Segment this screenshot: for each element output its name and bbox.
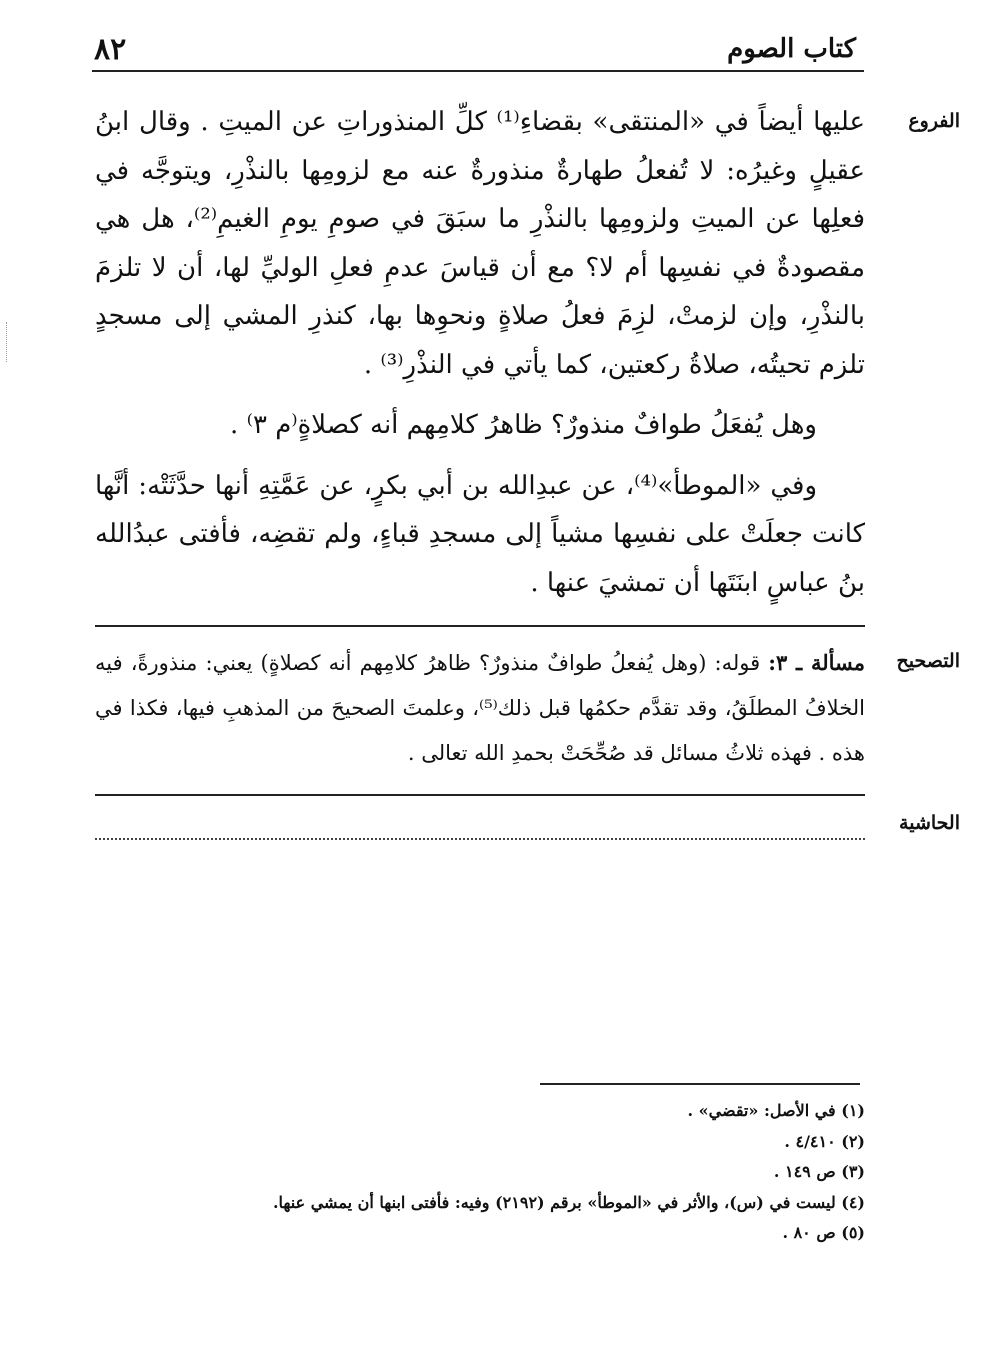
footnotes	[200, 1096, 865, 1249]
page-number: ٨٢	[94, 32, 127, 67]
furu-label: الفروع	[908, 110, 960, 132]
footnote-5: (٥) ص ٨٠ .	[782, 1223, 865, 1242]
footnote-rule	[540, 1083, 860, 1085]
tashih-label: التصحيح	[896, 650, 960, 672]
hashiya-dotted-line	[95, 812, 865, 840]
furu-section	[95, 98, 865, 607]
tashih-section	[95, 640, 865, 776]
divider-top	[95, 625, 865, 627]
furu-paragraph-3: وفي «الموطأ»⁽⁴⁾، عن عبدِالله بن أبي بكرٍ، عن عَمَّتِهِ أنها حدَّثَتْه: أنَّها كانت جعلَتْ على نفسِها مشياً إلى مسجدِ قباءٍ، ولم تقضِه، فأفتى عبدُالله بنُ عباسٍ ابنَتَها أن تمشيَ عنها .	[95, 470, 865, 598]
divider-bottom	[95, 794, 865, 796]
footnote-4: (٤) ليست في (س)، والأثر في «الموطأ» برقم (٢١٩٢) وفيه: فأفتى ابنها أن يمشي عنها.	[272, 1192, 865, 1212]
footnote-2: (٢) ٤/٤١٠ .	[784, 1131, 865, 1151]
tashih-text: قوله: (وهل يُفعلُ طوافٌ منذورٌ؟ ظاهرُ كلامِهم أنه كصلاةٍ) يعني: منذورةً، فيه الخلافُ المطلَقُ، وقد تقدَّم حكمُها قبل ذلك⁽⁵⁾، وعلمتَ الصحيحَ من المذهبِ فيها، فكذا في هذه . فهذه ثلاثُ مسائل قد صُحِّحَتْ بحمدِ الله تعالى .	[95, 651, 865, 765]
page-header	[92, 30, 864, 72]
book-title: كتاب الصوم	[727, 34, 856, 64]
footnote-1: (١) في الأصل: «تقضي» .	[687, 1101, 865, 1120]
footnote-3: (٣) ص ١٤٩ .	[773, 1162, 865, 1181]
hashiya-label: الحاشية	[899, 812, 960, 834]
furu-paragraph-1: عليها أيضاً في «المنتقى» بقضاءِ⁽¹⁾ كلِّ المنذوراتِ عن الميتِ . وقال ابنُ عقيلٍ وغيرُه: لا تُفعلُ طهارةٌ منذورةٌ عنه مع لزومِها بالنذْرِ، ويتوجَّه في فعلِها عن الميتِ ولزومِها بالنذْرِ ما سبَقَ في صومِ يومِ الغيمِ⁽²⁾، هل هي مقصودةٌ في نفسِها أم لا؟ مع أن قياسَ عدمِ فعلِ الوليِّ لها، أن لا تلزمَ بالنذْرِ، وإن لزمتْ، لزِمَ فعلُ صلاةٍ ونحوِها بها، كنذرِ المشي إلى مسجدٍ تلزم تحيتُه، صلاةُ ركعتين، كما يأتي في النذْرِ⁽³⁾ .	[95, 107, 866, 380]
tashih-lead: مسألة ـ ٣:	[768, 650, 865, 675]
furu-paragraph-2: وهل يُفعَلُ طوافٌ منذورٌ؟ ظاهرُ كلامِهم أنه كصلاةٍ⁽م ٣⁾ .	[230, 410, 817, 440]
tashih-paragraph	[95, 640, 865, 776]
margin-mark	[6, 322, 7, 362]
